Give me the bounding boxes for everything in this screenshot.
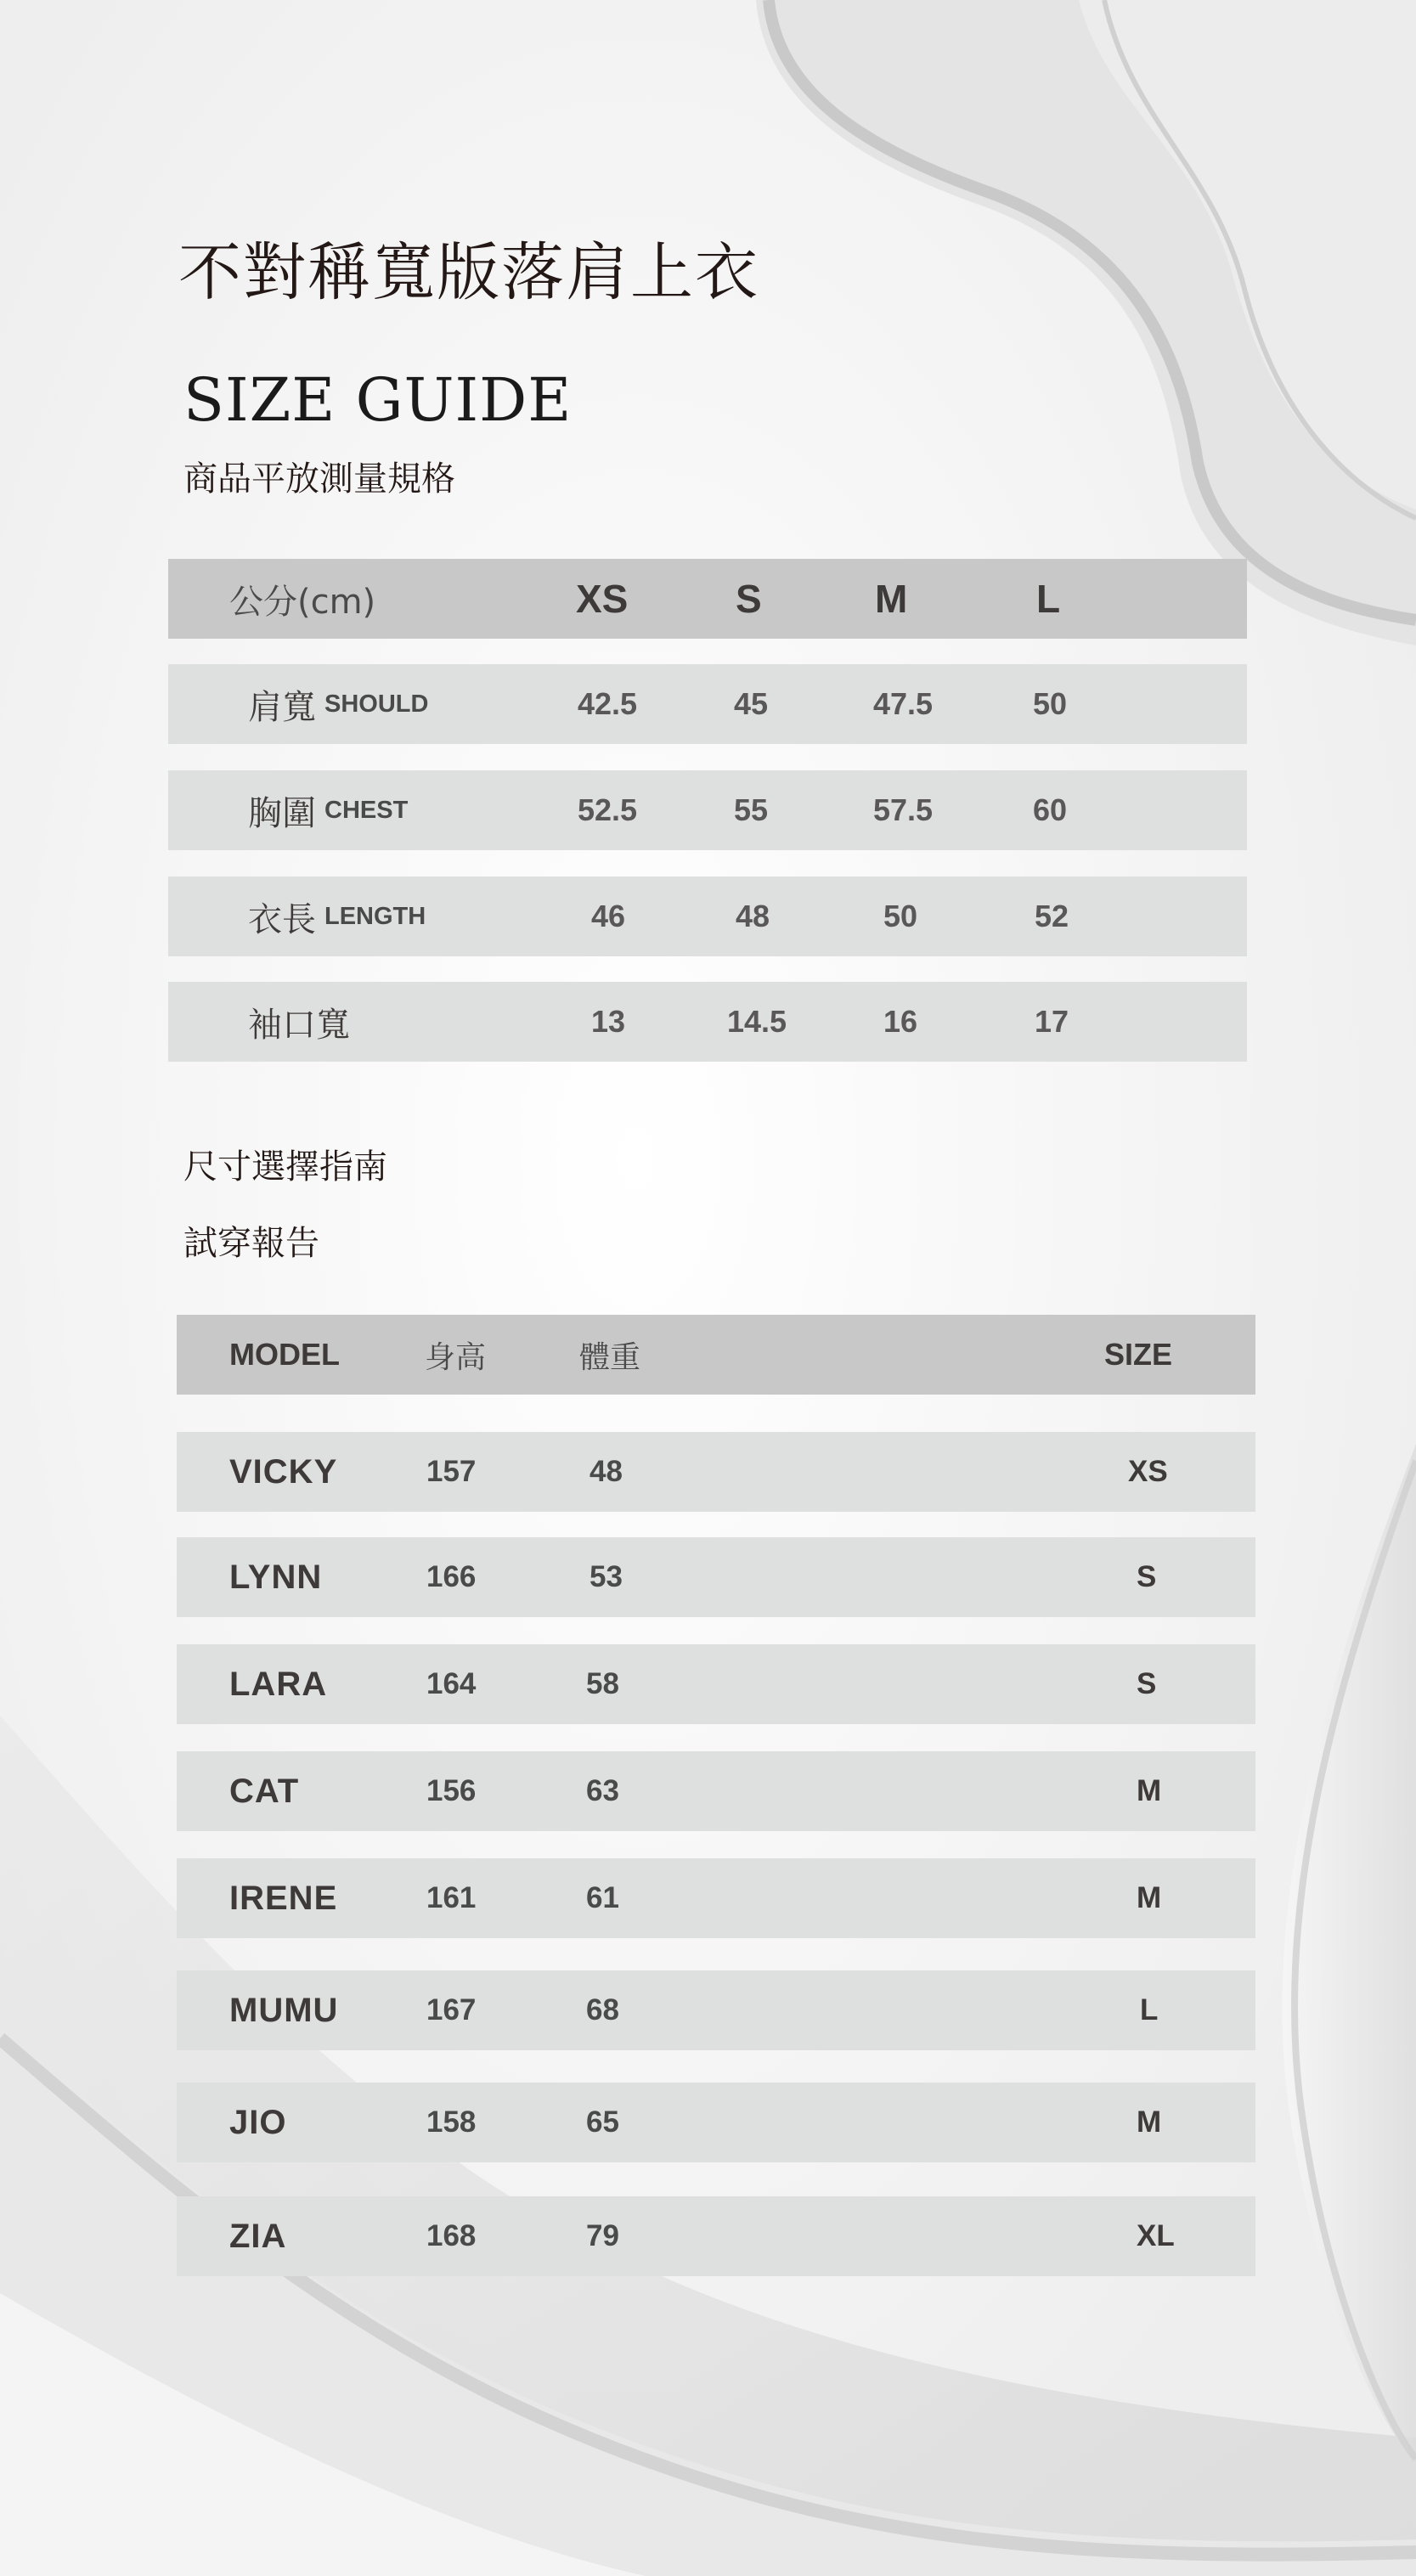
model-size: XS xyxy=(1128,1455,1168,1488)
size-row-chest xyxy=(168,770,1247,850)
measure-label: 袖口寬 xyxy=(248,1005,350,1045)
table-row xyxy=(177,2083,1255,2162)
value-xs: 52.5 xyxy=(578,792,638,827)
value-l: 52 xyxy=(1035,899,1069,933)
value-l: 17 xyxy=(1035,1004,1069,1039)
header-size: SIZE xyxy=(1104,1337,1173,1372)
model-weight: 48 xyxy=(590,1455,623,1488)
header-model: MODEL xyxy=(229,1337,340,1372)
model-height: 158 xyxy=(426,2105,477,2139)
size-row-length xyxy=(168,877,1247,956)
model-name: LARA xyxy=(229,1665,328,1703)
value-s: 45 xyxy=(734,686,769,721)
measure-label: 衣長 LENGTH xyxy=(248,899,426,939)
size-row-shoulder xyxy=(168,664,1247,744)
table-row xyxy=(177,1537,1255,1617)
size-header-l: L xyxy=(1036,577,1061,621)
header-weight: 體重 xyxy=(579,1339,641,1375)
model-height: 164 xyxy=(426,1667,477,1700)
model-table-header xyxy=(177,1315,1255,1395)
model-name: ZIA xyxy=(229,2217,287,2255)
table-row xyxy=(177,1858,1255,1938)
model-size: S xyxy=(1137,1667,1157,1700)
header-height: 身高 xyxy=(425,1339,487,1375)
table-row xyxy=(177,1432,1255,1512)
size-header-m: M xyxy=(875,577,908,621)
model-weight: 79 xyxy=(586,2219,619,2252)
size-header-s: S xyxy=(736,577,762,621)
size-row-cuff xyxy=(168,982,1247,1062)
model-weight: 63 xyxy=(586,1774,619,1807)
size-guide-heading: SIZE GUIDE xyxy=(183,365,573,435)
model-name: IRENE xyxy=(229,1879,338,1917)
table-row xyxy=(177,2196,1255,2276)
model-size: M xyxy=(1137,2105,1162,2139)
flat-measurement-subtitle: 商品平放測量規格 xyxy=(183,459,455,499)
model-weight: 68 xyxy=(586,1993,619,2026)
table-row xyxy=(177,1644,1255,1724)
table-row xyxy=(177,1751,1255,1831)
model-height: 161 xyxy=(426,1881,477,1914)
model-height: 157 xyxy=(426,1455,477,1488)
value-m: 50 xyxy=(883,899,918,933)
model-weight: 58 xyxy=(586,1667,619,1700)
model-height: 156 xyxy=(426,1774,477,1807)
value-m: 47.5 xyxy=(873,686,934,721)
model-weight: 61 xyxy=(586,1881,619,1914)
model-height: 167 xyxy=(426,1993,477,2026)
model-height: 168 xyxy=(426,2219,477,2252)
value-xs: 13 xyxy=(591,1004,626,1039)
model-size: XL xyxy=(1137,2219,1175,2252)
fitting-report-heading: 試穿報告 xyxy=(183,1224,319,1263)
value-m: 57.5 xyxy=(873,792,934,827)
model-size: L xyxy=(1140,1993,1159,2026)
value-l: 50 xyxy=(1033,686,1068,721)
value-xs: 46 xyxy=(591,899,626,933)
table-row xyxy=(177,1970,1255,2050)
value-s: 55 xyxy=(734,792,769,827)
model-weight: 53 xyxy=(590,1560,623,1593)
model-size: S xyxy=(1137,1560,1157,1593)
model-name: CAT xyxy=(229,1772,300,1810)
measure-label: 胸圍 CHEST xyxy=(248,793,409,833)
value-m: 16 xyxy=(883,1004,918,1039)
model-name: VICKY xyxy=(229,1452,338,1491)
model-name: JIO xyxy=(229,2103,287,2141)
value-xs: 42.5 xyxy=(578,686,638,721)
model-size: M xyxy=(1137,1774,1162,1807)
value-s: 48 xyxy=(736,899,770,933)
model-size: M xyxy=(1137,1881,1162,1914)
size-header-xs: XS xyxy=(576,577,629,621)
unit-label: 公分(cm) xyxy=(229,582,376,622)
size-table-header xyxy=(168,559,1247,639)
value-s: 14.5 xyxy=(727,1004,787,1039)
model-name: MUMU xyxy=(229,1991,339,2029)
model-weight: 65 xyxy=(586,2105,619,2139)
model-name: LYNN xyxy=(229,1558,323,1596)
size-selection-guide-heading: 尺寸選擇指南 xyxy=(183,1147,387,1187)
value-l: 60 xyxy=(1033,792,1068,827)
product-title: 不對稱寬版落肩上衣 xyxy=(178,236,759,309)
measure-label: 肩寬 SHOULD xyxy=(248,687,429,727)
model-height: 166 xyxy=(426,1560,477,1593)
